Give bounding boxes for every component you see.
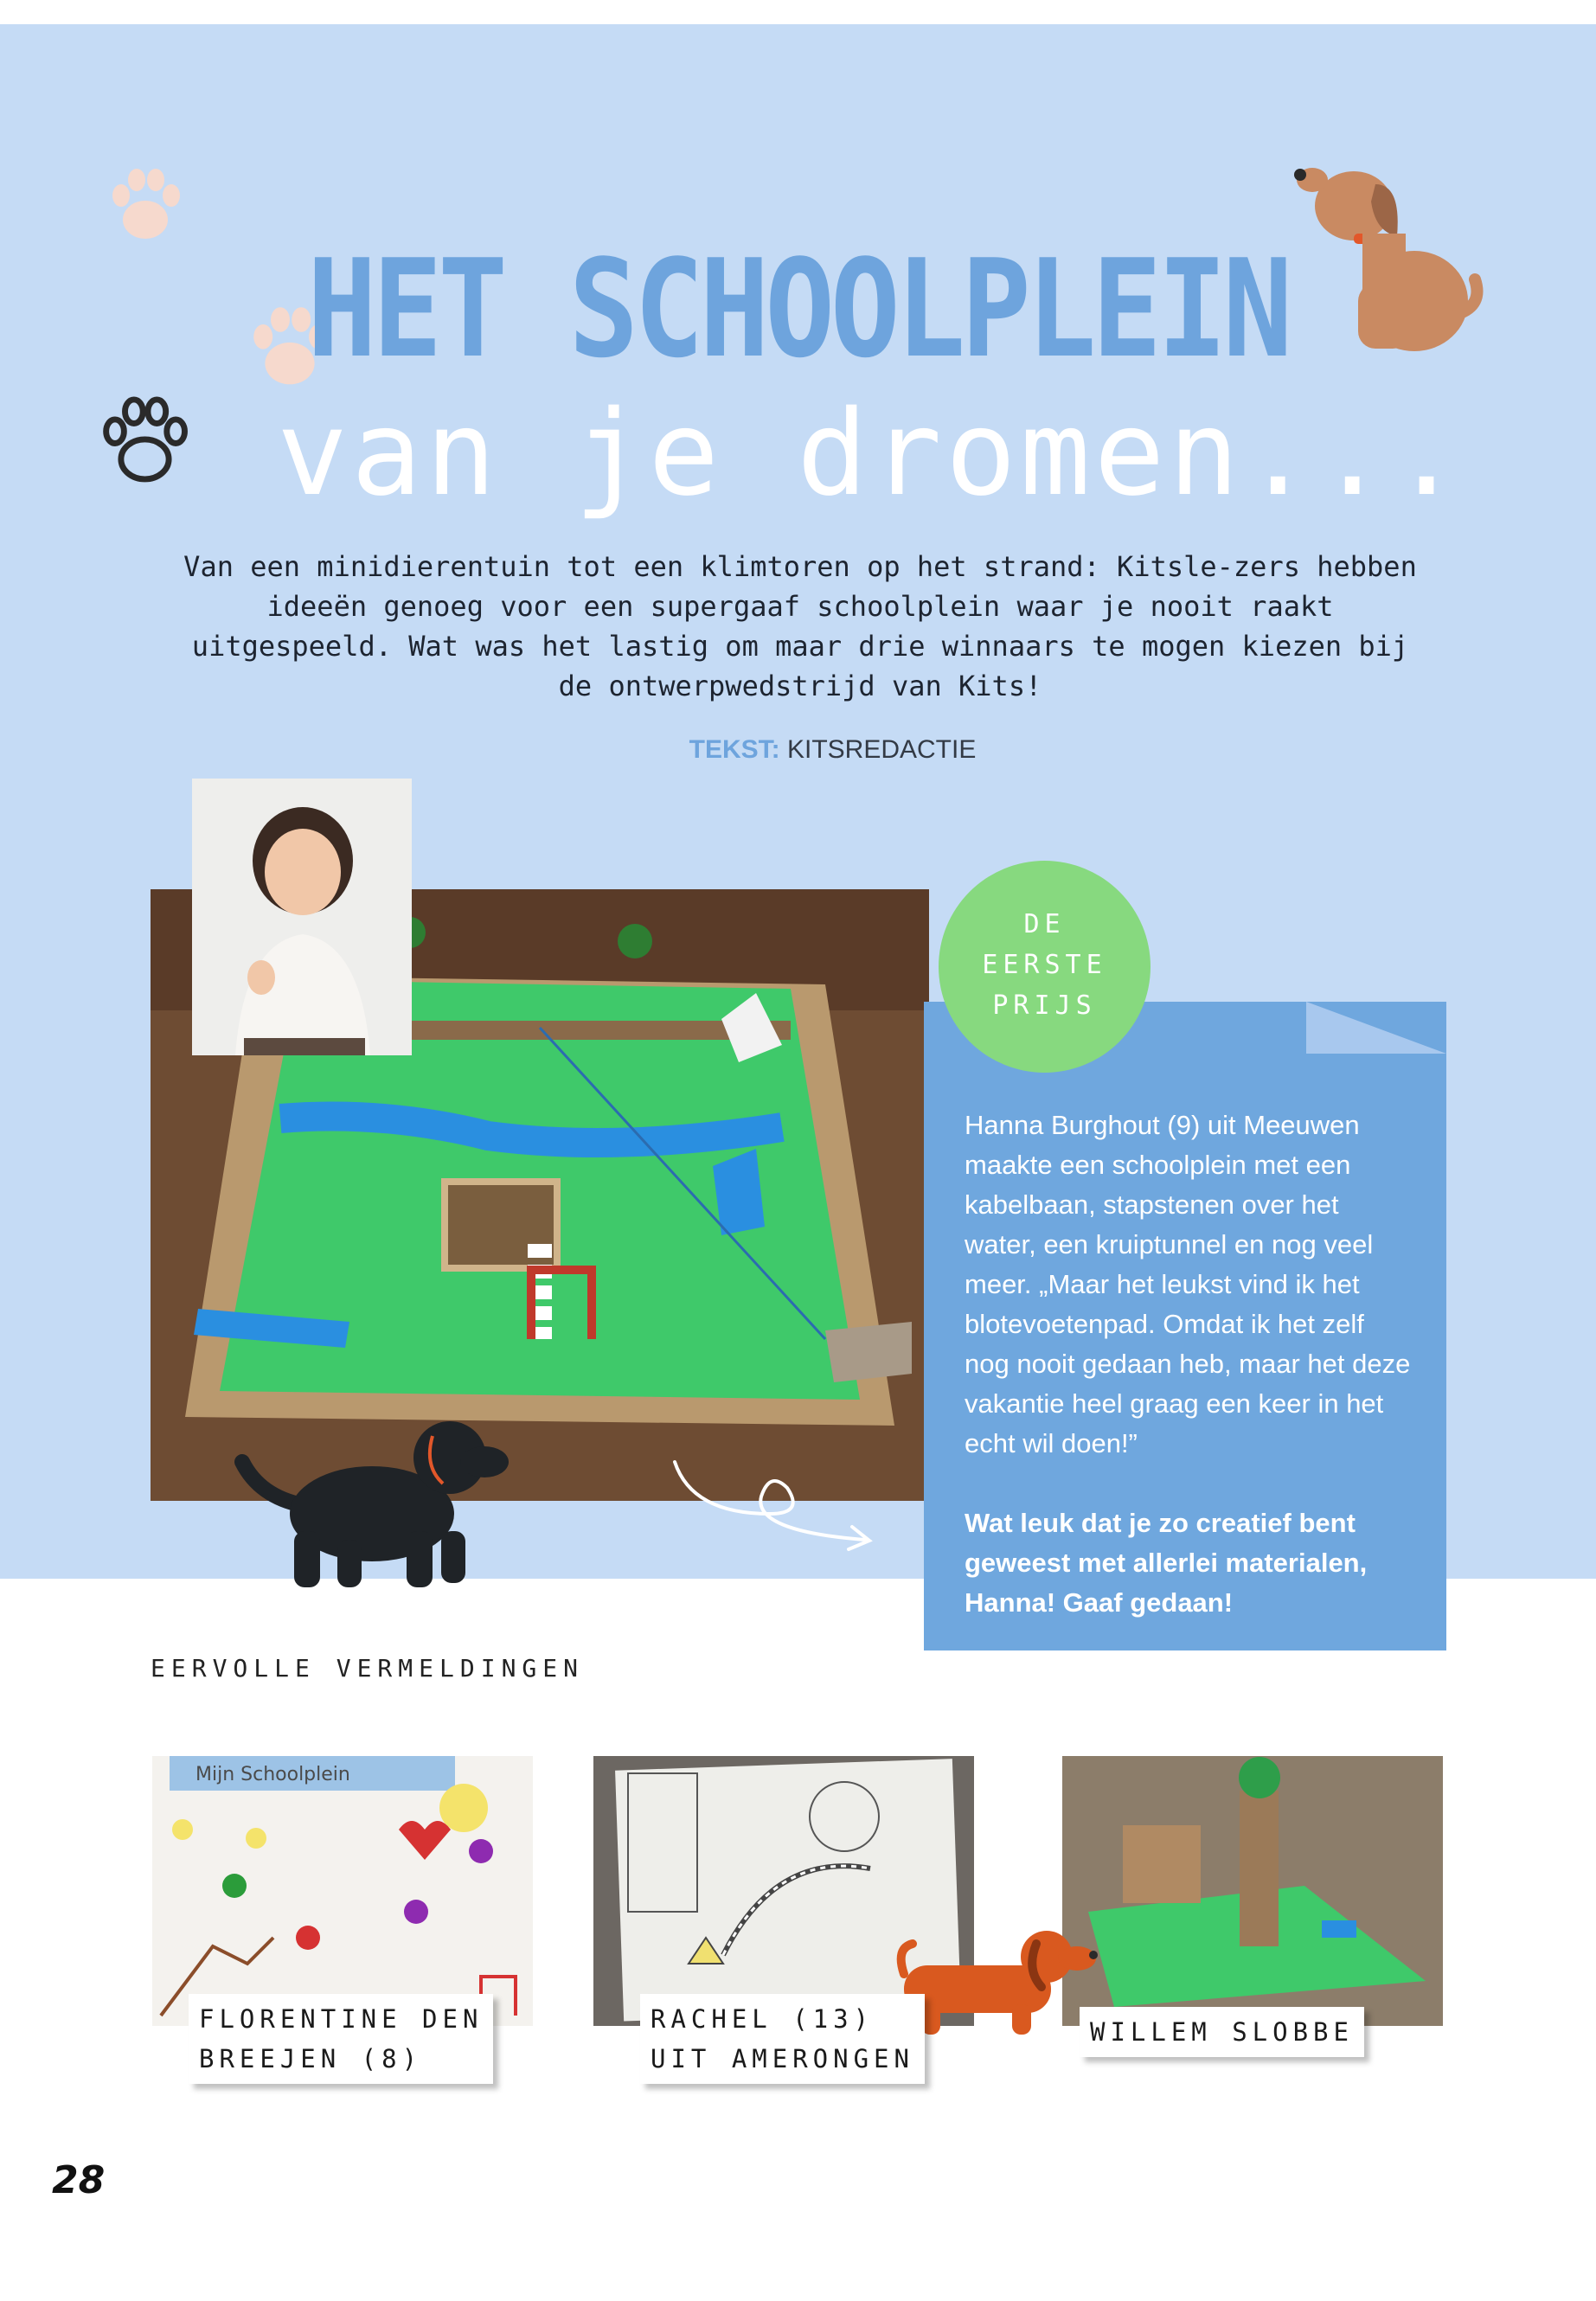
page-title: HET SCHOOLPLEIN: [307, 230, 1289, 388]
thumb-photo-willem: [1062, 1756, 1443, 2026]
prize-badge-line: EERSTE: [982, 950, 1107, 980]
dog-walking-icon: [234, 1410, 519, 1590]
caption-line: UIT AMERONGEN: [651, 2044, 914, 2073]
caption-florentine: [189, 1994, 493, 2084]
caption-rachel: [640, 1994, 925, 2084]
credit-value: KITSREDACTIE: [786, 735, 977, 764]
caption-willem: [1080, 2007, 1364, 2057]
caption-line: WILLEM SLOBBE: [1090, 2017, 1354, 2047]
credit-label: TEKST:: [689, 735, 780, 764]
credit-line: [606, 735, 1060, 765]
page-subtitle: van je dromen...: [277, 386, 1466, 522]
caption-line: FLORENTINE DEN: [199, 2004, 484, 2034]
prize-closing: Wat leuk dat je zo creatief bent geweest met allerlei materialen, Hanna! Gaaf gedaan!: [965, 1508, 1368, 1618]
drawing-title: Mijn Schoolplein: [195, 1764, 350, 1785]
prize-description: Hanna Burghout (9) uit Meeuwen maakte een schoolplein met een kabelbaan, stapstenen over het water, een kruiptunnel en nog veel meer. „Maar het leukst vind ik het blotevoetenpad. Omdat ik het zelf nog nooit gedaan heb, maar het deze vakantie heel graag een keer in het echt wil doen!”: [965, 1110, 1411, 1458]
prize-badge-text: [939, 904, 1151, 1026]
honorable-mentions-title: EERVOLLE VERMELDINGEN: [151, 1654, 585, 1682]
paw-icon: [95, 394, 195, 493]
curly-arrow-icon: [666, 1453, 882, 1566]
page-number: 28: [52, 2158, 106, 2202]
caption-line: BREEJEN (8): [199, 2044, 423, 2073]
winner-portrait-photo: [192, 779, 412, 1055]
prize-badge-line: DE: [1023, 909, 1066, 939]
paw-icon: [102, 163, 189, 249]
prize-badge-line: PRIJS: [992, 990, 1097, 1021]
intro-text: Van een minidierentuin tot een klimtoren op het strand: Kitsle-zers hebben ideeën genoeg voor een supergaaf schoolplein waar je nooit raakt uitgespeeld. Wat was het lastig om maar drie winnaars te mogen kiezen bij de ontwerpwedstrijd van Kits!: [183, 550, 1417, 702]
thumb-photo-florentine: [152, 1756, 533, 2026]
caption-line: RACHEL (13): [651, 2004, 875, 2034]
dog-sitting-icon: [1293, 154, 1484, 357]
